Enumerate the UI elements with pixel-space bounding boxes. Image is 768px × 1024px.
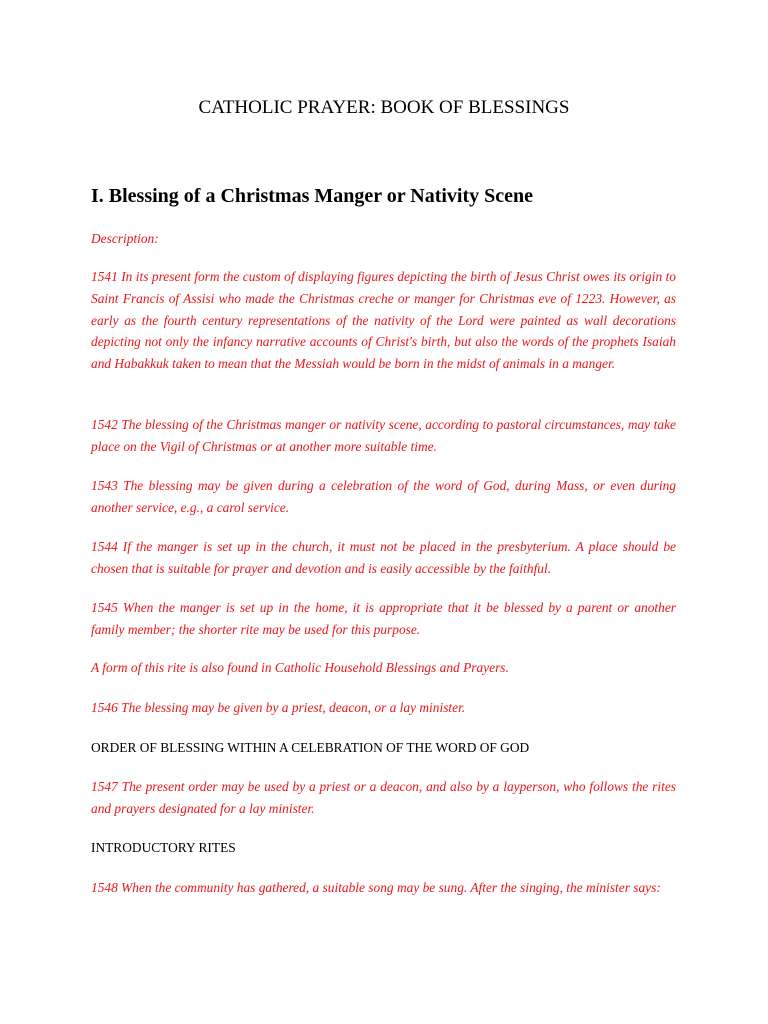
paragraph-1542: 1542 The blessing of the Christmas manger or nativity scene, according to pastoral circumstances, may take place on the Vigil of Christmas or at another more suitable time. <box>91 417 676 454</box>
paragraph-1545: 1545 When the manger is set up in the home, it is appropriate that it be blessed by a parent or another family member; the shorter rite may be used for this purpose. <box>91 600 676 637</box>
paragraph-1541: 1541 In its present form the custom of displaying figures depicting the birth of Jesus Christ owes its origin to Saint Francis of Assisi who made the Christmas creche or manger for Christmas eve of 1223. However, as early as the fourth century representations of the nativity of the Lord were painted as wall decorations depicting not only the infancy narrative accounts of Christ's birth, but also the words of the prophets Isaiah and Habakkuk taken to mean that the Messiah would be born in the midst of animals in a manger. <box>91 269 676 372</box>
paragraph-1548: 1548 When the community has gathered, a suitable song may be sung. After the singing, the minister says: <box>91 880 661 895</box>
household-note: A form of this rite is also found in Catholic Household Blessings and Prayers. <box>91 660 509 675</box>
paragraph-1547: 1547 The present order may be used by a priest or a deacon, and also by a layperson, who follows the rites and prayers designated for a lay minister. <box>91 779 676 816</box>
introductory-rites-heading: INTRODUCTORY RITES <box>91 840 236 855</box>
document-title: CATHOLIC PRAYER: BOOK OF BLESSINGS <box>198 97 570 118</box>
paragraph-1546: 1546 The blessing may be given by a priest, deacon, or a lay minister. <box>91 700 466 715</box>
paragraph-1543: 1543 The blessing may be given during a celebration of the word of God, during Mass, or even during another service, e.g., a carol service. <box>91 478 676 515</box>
description-label: Description: <box>91 231 159 246</box>
paragraph-1544: 1544 If the manger is set up in the church, it must not be placed in the presbyterium. A place should be chosen that is suitable for prayer and devotion and is easily accessible by the faithful. <box>91 539 676 576</box>
order-of-blessing-heading: ORDER OF BLESSING WITHIN A CELEBRATION OF THE WORD OF GOD <box>91 740 530 755</box>
section-heading: I. Blessing of a Christmas Manger or Nativity Scene <box>91 185 534 207</box>
